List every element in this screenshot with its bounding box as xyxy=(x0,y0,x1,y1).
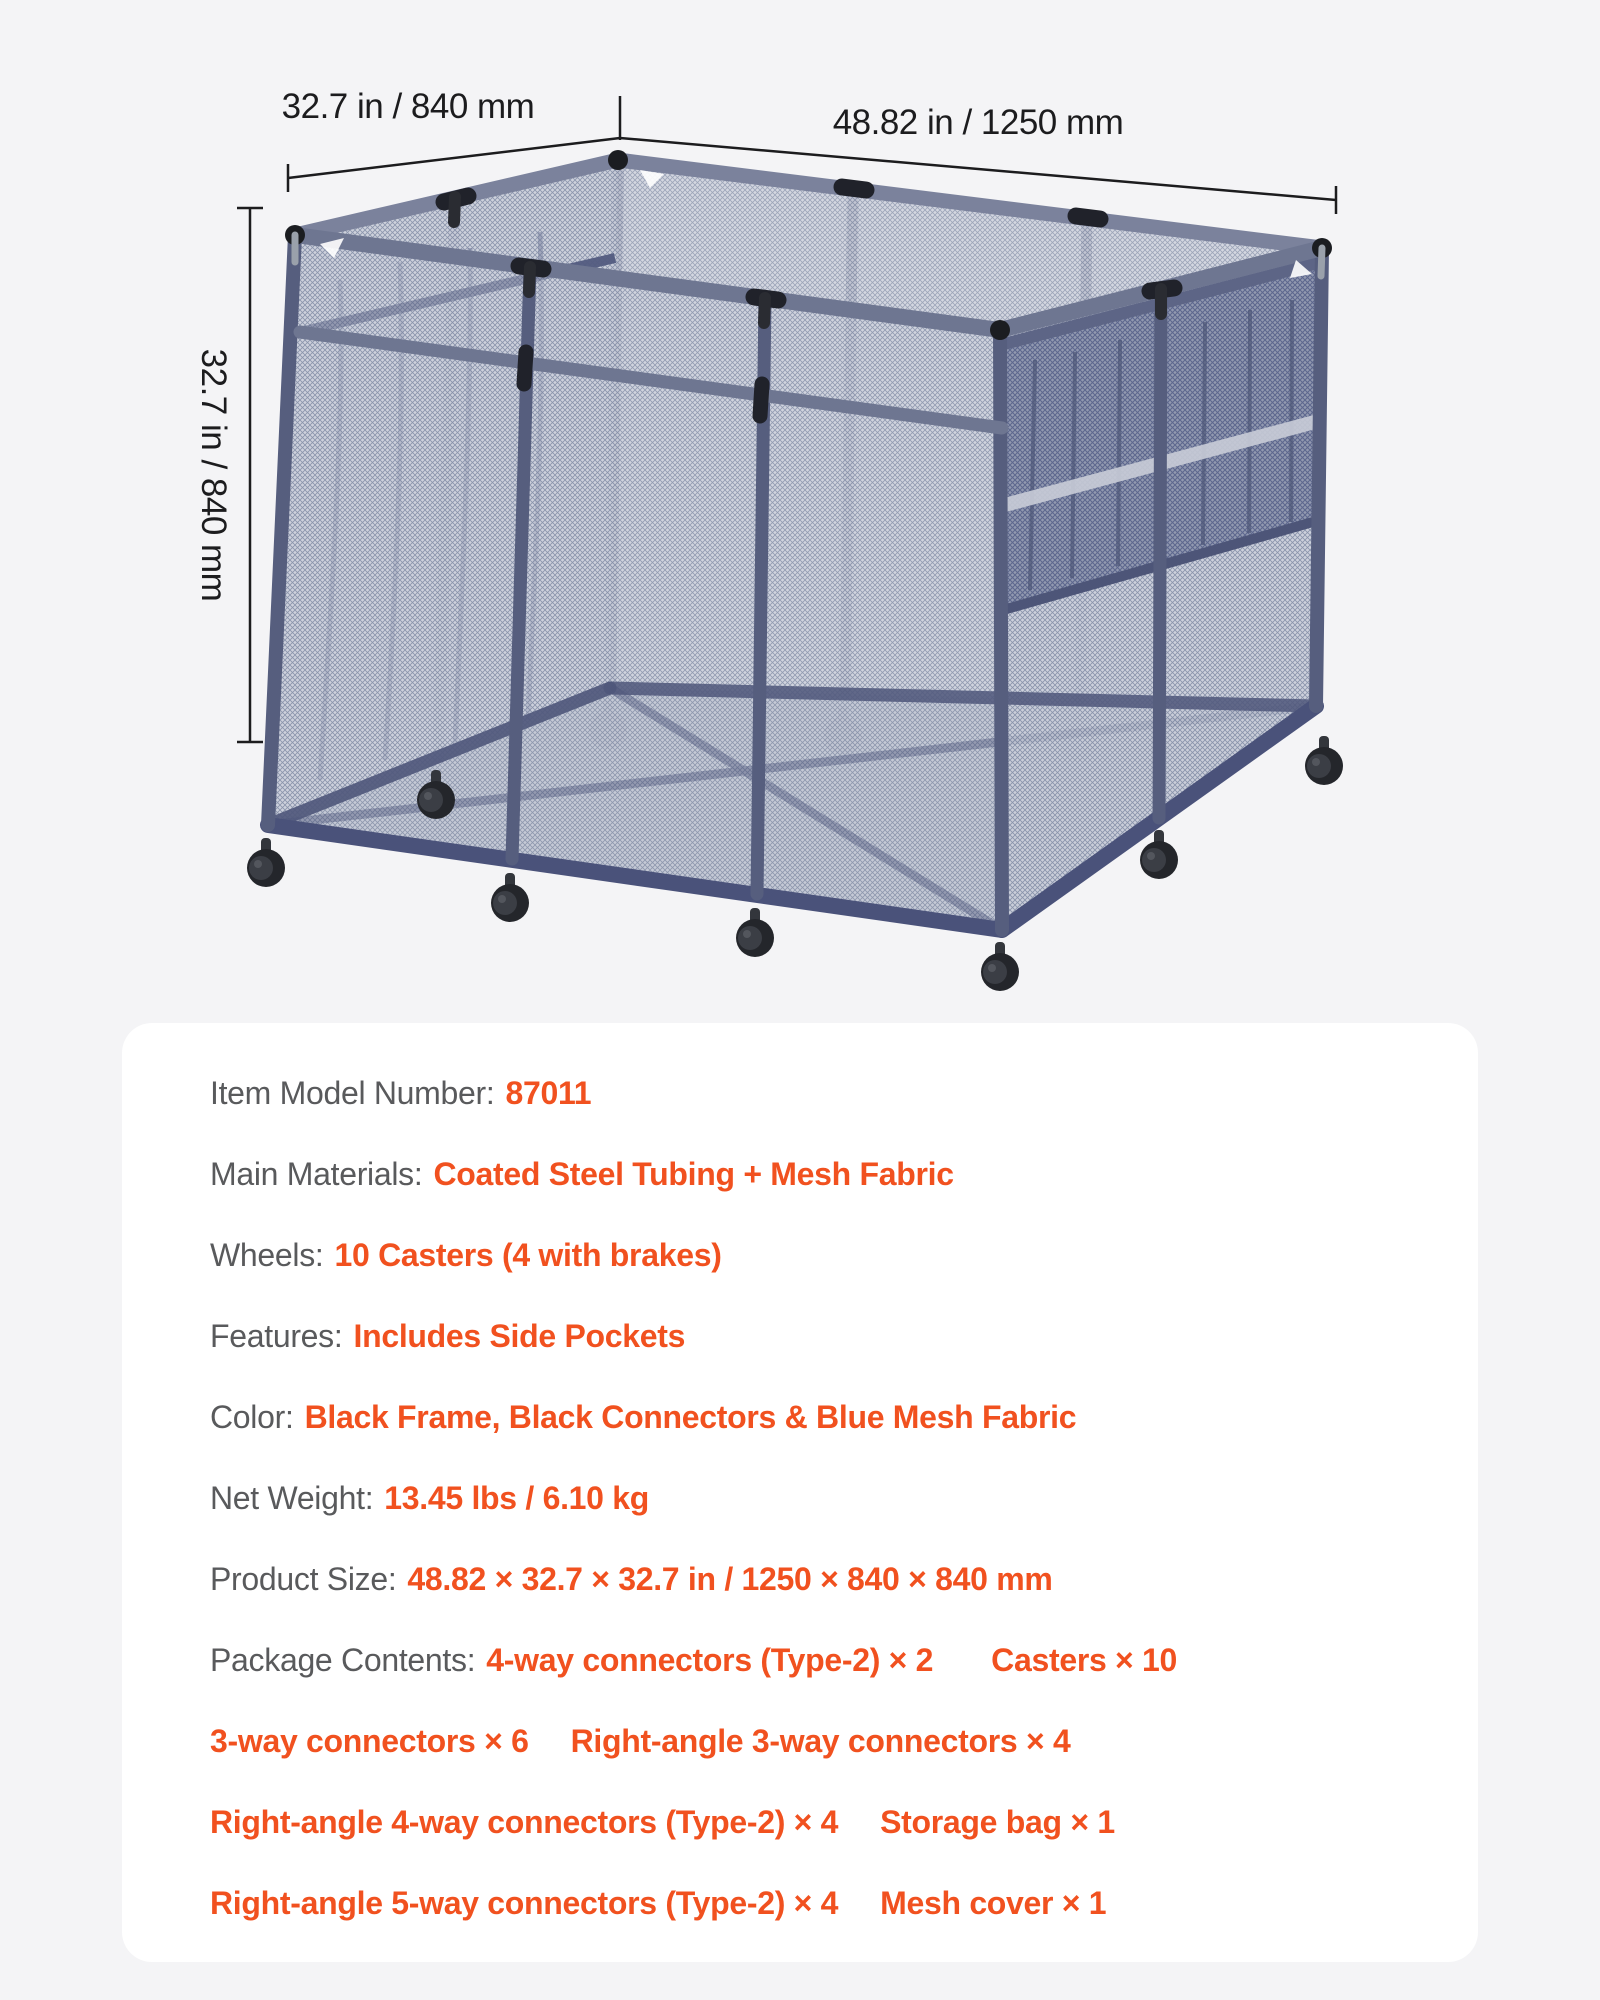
spec-row-wheels xyxy=(210,1215,1438,1296)
spec-value: 87011 xyxy=(505,1075,592,1111)
spec-label: Color: xyxy=(210,1399,294,1435)
spec-label: Wheels: xyxy=(210,1237,324,1273)
spec-row-color xyxy=(210,1377,1438,1458)
spec-value: Includes Side Pockets xyxy=(353,1318,686,1354)
spec-row-package-contents-2 xyxy=(210,1701,1438,1782)
spec-row-package-contents xyxy=(210,1620,1438,1701)
length-dimension-label: 48.82 in / 1250 mm xyxy=(832,103,1124,142)
dimension-height xyxy=(237,208,263,742)
spec-row-package-contents-3 xyxy=(210,1782,1438,1863)
spec-value: 3-way connectors × 6 xyxy=(210,1723,529,1759)
spec-value: 13.45 lbs / 6.10 kg xyxy=(384,1480,649,1516)
spec-label: Package Contents: xyxy=(210,1642,476,1678)
spec-value: Right-angle 4-way connectors (Type-2) × 4 xyxy=(210,1804,839,1840)
spec-value: Mesh cover × 1 xyxy=(880,1885,1107,1921)
height-dimension-label: 32.7 in / 840 mm xyxy=(194,348,233,602)
spec-row-net-weight xyxy=(210,1458,1438,1539)
spec-row-product-size xyxy=(210,1539,1438,1620)
spec-row-materials xyxy=(210,1134,1438,1215)
spec-value: 4-way connectors (Type-2) × 2 xyxy=(486,1642,934,1678)
spec-row-model-number xyxy=(210,1053,1438,1134)
spec-value: 10 Casters (4 with brakes) xyxy=(334,1237,722,1273)
spec-value: Right-angle 3-way connectors × 4 xyxy=(570,1723,1071,1759)
spec-label: Features: xyxy=(210,1318,343,1354)
width-dimension-label: 32.7 in / 840 mm xyxy=(281,87,535,126)
spec-label: Item Model Number: xyxy=(210,1075,495,1111)
spec-value: Black Frame, Black Connectors & Blue Mesh Fabric xyxy=(304,1399,1077,1435)
spec-value: Storage bag × 1 xyxy=(880,1804,1115,1840)
spec-value: Right-angle 5-way connectors (Type-2) × 4 xyxy=(210,1885,839,1921)
spec-value: Casters × 10 xyxy=(991,1642,1178,1678)
spec-label: Net Weight: xyxy=(210,1480,374,1516)
spec-value: 48.82 × 32.7 × 32.7 in / 1250 × 840 × 840 mm xyxy=(407,1561,1053,1597)
spec-value: Coated Steel Tubing + Mesh Fabric xyxy=(433,1156,954,1192)
spec-card xyxy=(122,1023,1478,1962)
spec-label: Product Size: xyxy=(210,1561,397,1597)
spec-label: Main Materials: xyxy=(210,1156,423,1192)
spec-row-package-contents-4 xyxy=(210,1863,1438,1944)
spec-row-features xyxy=(210,1296,1438,1377)
